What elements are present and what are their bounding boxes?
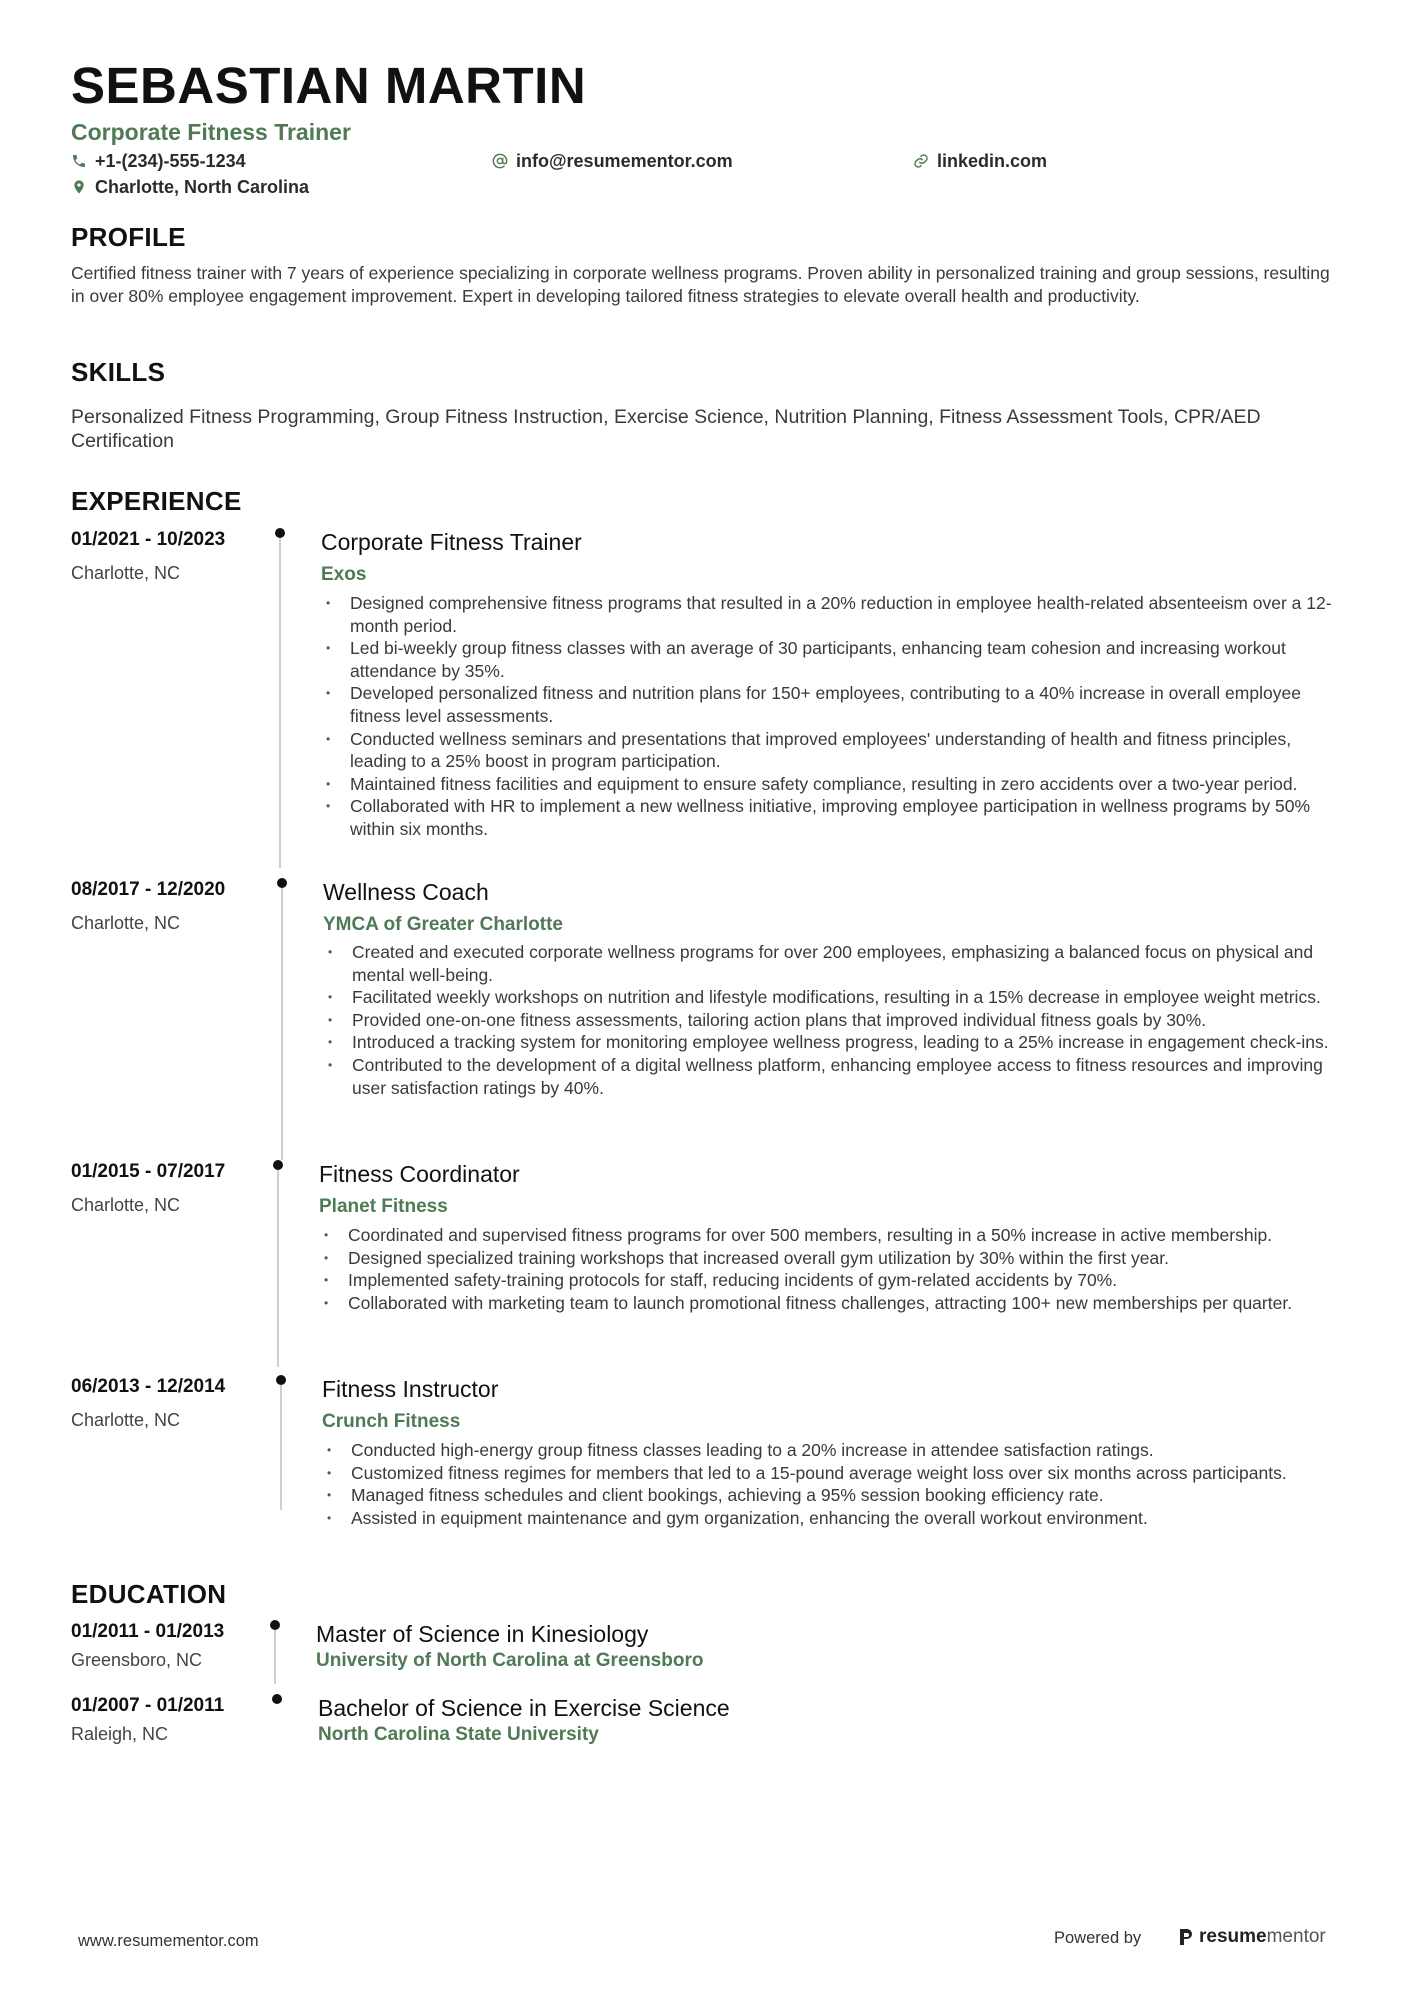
list-item: • Collaborated with HR to implement a new wellness initiative, improving employee participation in wellness programs by 50% within six months. xyxy=(321,795,1351,840)
entry-bullets xyxy=(319,1224,1351,1314)
timeline-line xyxy=(274,1630,276,1684)
education-heading: EDUCATION xyxy=(71,1579,227,1609)
experience-entry xyxy=(71,878,1351,1160)
list-item: • Introduced a tracking system for monitoring employee wellness progress, leading to a 25% increase in engagement check-ins. xyxy=(323,1031,1351,1054)
entry-location: Greensboro, NC xyxy=(71,1650,203,1670)
entry-location: Charlotte, NC xyxy=(71,1195,181,1215)
timeline-line xyxy=(277,1170,279,1367)
list-item: • Designed specialized training workshops that increased overall gym utilization by 30% within the first year. xyxy=(319,1247,1351,1270)
phone-text: +1-(234)-555-1234 xyxy=(95,151,246,171)
contact-linkedin[interactable] xyxy=(913,150,1047,172)
list-item: • Developed personalized fitness and nutrition plans for 150+ employees, contributing to a 40% increase in overall employee fitness level assessments. xyxy=(321,682,1351,727)
footer-website[interactable]: www.resumementor.com xyxy=(78,1932,259,1950)
entry-dates: 01/2011 - 01/2013 xyxy=(71,1621,225,1642)
entry-company: YMCA of Greater Charlotte xyxy=(323,914,563,935)
entry-dates: 01/2015 - 07/2017 xyxy=(71,1161,226,1182)
at-sign-icon xyxy=(492,153,508,169)
entry-degree: Bachelor of Science in Exercise Science xyxy=(318,1695,730,1721)
location-text: Charlotte, North Carolina xyxy=(95,177,310,197)
timeline-dot xyxy=(273,1160,283,1170)
list-item: • Conducted high-energy group fitness classes leading to a 20% increase in attendee satisfaction ratings. xyxy=(322,1439,1351,1462)
footer-brand-logo[interactable] xyxy=(1178,1925,1326,1949)
entry-school: University of North Carolina at Greensboro xyxy=(316,1650,704,1671)
entry-bullets xyxy=(323,941,1351,1099)
contact-phone xyxy=(71,150,246,172)
phone-icon xyxy=(71,153,87,169)
entry-bullets xyxy=(321,592,1351,841)
experience-heading: EXPERIENCE xyxy=(71,486,242,516)
entry-company: Crunch Fitness xyxy=(322,1411,461,1432)
list-item: • Contributed to the development of a digital wellness platform, enhancing employee access to fitness resources and improving user satisfaction ratings by 40%. xyxy=(323,1054,1351,1099)
entry-company: Exos xyxy=(321,564,367,585)
link-icon xyxy=(913,153,929,169)
linkedin-text: linkedin.com xyxy=(937,151,1048,171)
experience-entry xyxy=(71,1375,1351,1528)
entry-dates: 01/2007 - 01/2011 xyxy=(71,1695,225,1716)
timeline-line xyxy=(280,1385,282,1510)
list-item: • Facilitated weekly workshops on nutrition and lifestyle modifications, resulting in a 15% decrease in employee weight metrics. xyxy=(323,986,1351,1009)
timeline-dot xyxy=(276,1375,286,1385)
profile-text: Certified fitness trainer with 7 years of experience specializing in corporate wellness programs. Proven ability in personalized training and group sessions, resulting in over 80% employee engagement improvement. Expert in developing tailored fitness strategies to elevate overall health and productivity. xyxy=(71,263,1330,306)
list-item: • Coordinated and supervised fitness programs for over 500 members, resulting in a 50% increase in active membership. xyxy=(319,1224,1351,1247)
list-item: • Provided one-on-one fitness assessments, tailoring action plans that improved individual fitness goals by 30%. xyxy=(323,1009,1351,1032)
contact-location xyxy=(71,176,309,198)
email-text: info@resumementor.com xyxy=(516,151,733,171)
entry-location: Charlotte, NC xyxy=(71,563,181,583)
entry-dates: 08/2017 - 12/2020 xyxy=(71,879,226,900)
candidate-name: SEBASTIAN MARTIN xyxy=(71,57,587,114)
entry-role: Wellness Coach xyxy=(323,879,489,905)
entry-company: Planet Fitness xyxy=(319,1196,448,1217)
list-item: • Conducted wellness seminars and presentations that improved employees' understanding of health and fitness principles, leading to a 25% boost in program participation. xyxy=(321,728,1351,773)
timeline-dot xyxy=(272,1694,282,1704)
timeline-dot xyxy=(277,878,287,888)
skills-text: Personalized Fitness Programming, Group Fitness Instruction, Exercise Science, Nutrition Planning, Fitness Assessment Tools, CPR/AED Certification xyxy=(71,406,1261,452)
list-item: • Implemented safety-training protocols for staff, reducing incidents of gym-related accidents by 70%. xyxy=(319,1269,1351,1292)
list-item: • Created and executed corporate wellness programs for over 200 employees, emphasizing a balanced focus on physical and mental well-being. xyxy=(323,941,1351,986)
list-item: • Customized fitness regimes for members that led to a 15-pound average weight loss over six months across participants. xyxy=(322,1462,1351,1485)
entry-location: Raleigh, NC xyxy=(71,1724,169,1744)
list-item: • Led bi-weekly group fitness classes with an average of 30 participants, enhancing team cohesion and increasing workout attendance by 35%. xyxy=(321,637,1351,682)
entry-degree: Master of Science in Kinesiology xyxy=(316,1621,649,1647)
entry-dates: 01/2021 - 10/2023 xyxy=(71,529,226,550)
entry-role: Fitness Coordinator xyxy=(319,1161,520,1187)
entry-role: Corporate Fitness Trainer xyxy=(321,529,582,555)
entry-dates: 06/2013 - 12/2014 xyxy=(71,1376,226,1397)
entry-location: Charlotte, NC xyxy=(71,1410,181,1430)
skills-heading: SKILLS xyxy=(71,357,166,387)
list-item: • Managed fitness schedules and client bookings, achieving a 95% session booking efficiency rate. xyxy=(322,1484,1351,1507)
experience-entry xyxy=(71,528,1351,868)
brand-name: resumementor xyxy=(1199,1926,1326,1947)
entry-bullets xyxy=(322,1439,1351,1529)
list-item: • Maintained fitness facilities and equipment to ensure safety compliance, resulting in zero accidents over a two-year period. xyxy=(321,773,1351,796)
candidate-title: Corporate Fitness Trainer xyxy=(71,119,351,145)
timeline-line xyxy=(281,888,283,1160)
timeline-dot xyxy=(275,528,285,538)
entry-role: Fitness Instructor xyxy=(322,1376,499,1402)
footer-powered-by: Powered by xyxy=(1054,1929,1142,1947)
location-pin-icon xyxy=(71,179,87,195)
contact-email[interactable] xyxy=(492,150,733,172)
list-item: • Designed comprehensive fitness programs that resulted in a 20% reduction in employee health-related absenteeism over a 12-month period. xyxy=(321,592,1351,637)
resumementor-logo-icon xyxy=(1178,1927,1194,1947)
profile-heading: PROFILE xyxy=(71,222,186,252)
list-item: • Assisted in equipment maintenance and gym organization, enhancing the overall workout environment. xyxy=(322,1507,1351,1530)
timeline-dot xyxy=(270,1620,280,1630)
list-item: • Collaborated with marketing team to launch promotional fitness challenges, attracting 100+ new memberships per quarter. xyxy=(319,1292,1351,1315)
timeline-line xyxy=(279,538,281,868)
entry-location: Charlotte, NC xyxy=(71,913,181,933)
entry-school: North Carolina State University xyxy=(318,1724,599,1745)
experience-entry xyxy=(71,1160,1351,1367)
education-entry xyxy=(71,1620,1351,1684)
education-entry xyxy=(71,1694,1351,1754)
